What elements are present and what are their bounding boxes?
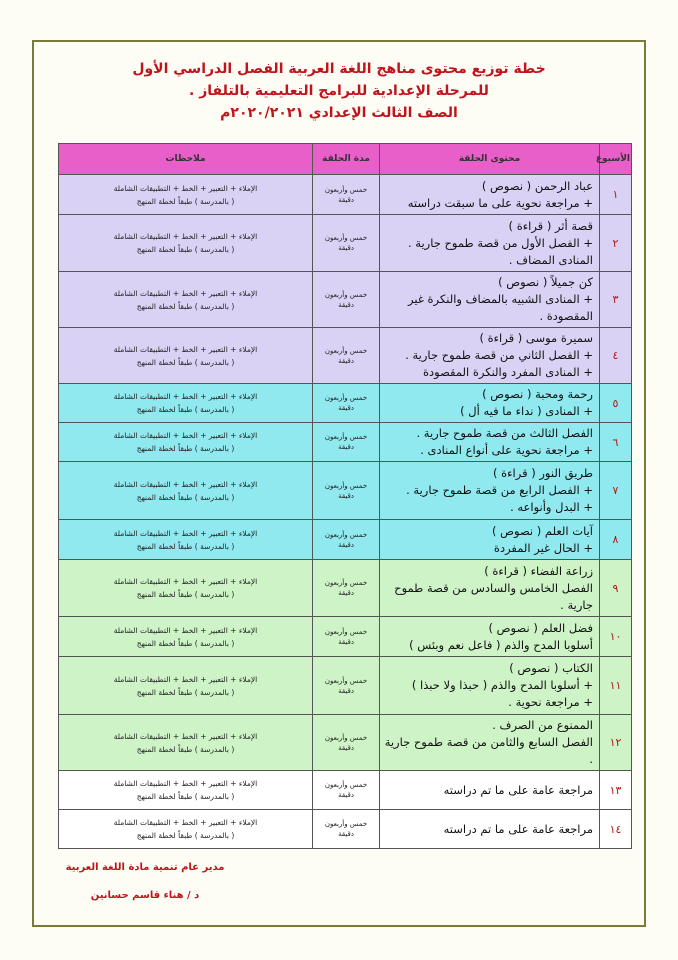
episode-content bbox=[380, 771, 600, 810]
content-line: مراجعة عامة على ما تم دراسته bbox=[443, 821, 593, 836]
week-number: ١١ bbox=[600, 657, 632, 715]
table-row bbox=[59, 328, 632, 384]
episode-content bbox=[380, 462, 600, 520]
duration-line: خمس وأربعون bbox=[324, 781, 368, 789]
content-line: + المنادى الشبيه بالمضاف والنكرة غير المقصودة . bbox=[408, 292, 593, 323]
content-line: زراعة الفضاء ( قراءة ) bbox=[484, 563, 593, 578]
notes-line: الإملاء + التعبير + الخط + التطبيقات الشاملة bbox=[113, 183, 258, 193]
episode-duration bbox=[313, 560, 380, 617]
duration-line: خمس وأربعون bbox=[324, 676, 368, 685]
notes-line: ( بالمدرسة ) طبقاً لخطة المنهج bbox=[136, 196, 235, 206]
notes-line: ( بالمدرسة ) طبقاً لخطة المنهج bbox=[136, 357, 235, 367]
notes-line: الإملاء + التعبير + الخط + التطبيقات الشاملة bbox=[113, 344, 258, 354]
notes-line: الإملاء + التعبير + الخط + التطبيقات الشاملة bbox=[113, 528, 258, 538]
notes-line: ( بالمدرسة ) طبقاً لخطة المنهج bbox=[136, 638, 235, 648]
table-row bbox=[59, 462, 632, 520]
week-number: ١٢ bbox=[600, 715, 632, 771]
notes-line: ( بالمدرسة ) طبقاً لخطة المنهج bbox=[136, 444, 235, 453]
episode-notes bbox=[59, 215, 313, 272]
episode-content bbox=[380, 423, 600, 462]
duration-line: خمس وأربعون bbox=[324, 820, 368, 828]
episode-content bbox=[380, 272, 600, 328]
duration-line: دقيقة bbox=[338, 589, 354, 597]
table-row bbox=[59, 657, 632, 715]
content-line: الكتاب ( نصوص ) bbox=[509, 661, 593, 675]
content-line: الفصل الخامس والسادس من قصة طموح جارية . bbox=[394, 580, 593, 612]
content-line: قصة أثر ( قراءة ) bbox=[508, 218, 593, 233]
notes-line: ( بالمدرسة ) طبقاً لخطة المنهج bbox=[136, 744, 235, 754]
content-line: سميرة موسى ( قراءة ) bbox=[479, 331, 593, 345]
notes-line: ( بالمدرسة ) طبقاً لخطة المنهج bbox=[136, 687, 235, 697]
duration-line: دقيقة bbox=[338, 491, 354, 500]
duration-line: خمس وأربعون bbox=[324, 234, 368, 242]
episode-duration bbox=[313, 520, 380, 560]
duration-line: دقيقة bbox=[338, 637, 354, 646]
content-line: مراجعة عامة على ما تم دراسته bbox=[443, 782, 593, 797]
week-number: ٥ bbox=[600, 384, 632, 423]
content-line: + أسلوبا المدح والذم ( حبذا ولا حبذا ) bbox=[411, 678, 593, 692]
table-row bbox=[59, 771, 632, 810]
duration-line: خمس وأربعون bbox=[324, 185, 368, 194]
episode-duration bbox=[313, 715, 380, 771]
content-line: كن جميلاً ( نصوص ) bbox=[498, 275, 593, 289]
notes-line: الإملاء + التعبير + الخط + التطبيقات الشاملة bbox=[113, 731, 258, 741]
duration-line: دقيقة bbox=[338, 244, 354, 252]
episode-duration bbox=[313, 328, 380, 384]
duration-line: خمس وأربعون bbox=[324, 433, 368, 441]
content-line: + الحال غير المفردة bbox=[493, 540, 593, 555]
episode-duration bbox=[313, 384, 380, 423]
notes-line: الإملاء + التعبير + الخط + التطبيقات الشاملة bbox=[113, 577, 258, 586]
notes-line: ( بالمدرسة ) طبقاً لخطة المنهج bbox=[136, 831, 235, 840]
document-header bbox=[40, 58, 638, 124]
notes-line: الإملاء + التعبير + الخط + التطبيقات الشاملة bbox=[113, 818, 258, 827]
duration-line: دقيقة bbox=[338, 443, 354, 451]
episode-content bbox=[380, 384, 600, 423]
episode-content bbox=[380, 520, 600, 560]
duration-line: دقيقة bbox=[338, 300, 354, 309]
notes-line: الإملاء + التعبير + الخط + التطبيقات الشاملة bbox=[113, 779, 258, 788]
curriculum-table bbox=[58, 143, 632, 849]
duration-line: خمس وأربعون bbox=[324, 579, 368, 587]
signature-role: مدير عام تنمية مادة اللغة العربية bbox=[65, 862, 225, 873]
notes-line: الإملاء + التعبير + الخط + التطبيقات الشاملة bbox=[113, 288, 258, 298]
notes-line: الإملاء + التعبير + الخط + التطبيقات الشاملة bbox=[113, 232, 258, 241]
week-number: ١٠ bbox=[600, 617, 632, 657]
signature-block bbox=[55, 854, 235, 910]
content-line: + المنادى ( نداء ما فيه أل ) bbox=[460, 404, 593, 418]
content-line: + البدل وأنواعه . bbox=[510, 500, 593, 514]
week-number: ٦ bbox=[600, 423, 632, 462]
notes-line: الإملاء + التعبير + الخط + التطبيقات الشاملة bbox=[113, 392, 258, 401]
duration-line: خمس وأربعون bbox=[324, 394, 368, 402]
episode-notes bbox=[59, 520, 313, 560]
title-line-2: للمرحلة الإعدادية للبرامج التعليمية بالتلفاز . bbox=[189, 83, 489, 99]
episode-notes bbox=[59, 384, 313, 423]
content-line: + الفصل الثاني من قصة طموح جارية . bbox=[405, 348, 593, 362]
episode-content bbox=[380, 657, 600, 715]
table-row bbox=[59, 520, 632, 560]
notes-line: ( بالمدرسة ) طبقاً لخطة المنهج bbox=[136, 405, 235, 414]
header-content: محتوى الحلقة bbox=[380, 144, 600, 175]
week-number: ٩ bbox=[600, 560, 632, 617]
table-body bbox=[59, 175, 632, 849]
episode-duration bbox=[313, 175, 380, 215]
content-line: + الفصل الأول من قصة طموح جارية . bbox=[408, 235, 593, 250]
duration-line: دقيقة bbox=[338, 540, 354, 549]
table-row bbox=[59, 715, 632, 771]
duration-line: دقيقة bbox=[338, 195, 354, 204]
notes-line: الإملاء + التعبير + الخط + التطبيقات الشاملة bbox=[113, 479, 258, 489]
notes-line: ( بالمدرسة ) طبقاً لخطة المنهج bbox=[136, 541, 235, 551]
episode-content bbox=[380, 617, 600, 657]
table-row bbox=[59, 175, 632, 215]
content-line: + مراجعة نحوية على أنواع المنادى . bbox=[420, 443, 593, 457]
notes-line: ( بالمدرسة ) طبقاً لخطة المنهج bbox=[136, 301, 235, 311]
episode-content bbox=[380, 810, 600, 849]
week-number: ١٤ bbox=[600, 810, 632, 849]
episode-content bbox=[380, 715, 600, 771]
episode-duration bbox=[313, 215, 380, 272]
episode-notes bbox=[59, 810, 313, 849]
duration-line: خمس وأربعون bbox=[324, 627, 368, 636]
duration-line: خمس وأربعون bbox=[324, 733, 368, 742]
notes-line: ( بالمدرسة ) طبقاً لخطة المنهج bbox=[136, 245, 235, 254]
content-line: + الفصل الرابع من قصة طموح جارية . bbox=[406, 483, 593, 497]
notes-line: ( بالمدرسة ) طبقاً لخطة المنهج bbox=[136, 492, 235, 502]
table-row bbox=[59, 215, 632, 272]
week-number: ١ bbox=[600, 175, 632, 215]
episode-duration bbox=[313, 272, 380, 328]
episode-notes bbox=[59, 617, 313, 657]
week-number: ٧ bbox=[600, 462, 632, 520]
header-duration: مدة الحلقة bbox=[313, 144, 380, 175]
content-line: الممنوع من الصرف . bbox=[492, 718, 593, 732]
content-line: رحمة ومحبة ( نصوص ) bbox=[482, 387, 593, 401]
notes-line: ( بالمدرسة ) طبقاً لخطة المنهج bbox=[136, 590, 235, 599]
duration-line: دقيقة bbox=[338, 686, 354, 695]
episode-duration bbox=[313, 462, 380, 520]
episode-duration bbox=[313, 423, 380, 462]
content-line: + مراجعة نحوية . bbox=[508, 695, 593, 709]
table-row bbox=[59, 810, 632, 849]
week-number: ٢ bbox=[600, 215, 632, 272]
table-header-row bbox=[59, 144, 632, 175]
notes-line: الإملاء + التعبير + الخط + التطبيقات الشاملة bbox=[113, 431, 258, 440]
episode-notes bbox=[59, 423, 313, 462]
duration-line: خمس وأربعون bbox=[324, 346, 368, 355]
episode-notes bbox=[59, 462, 313, 520]
week-number: ١٣ bbox=[600, 771, 632, 810]
episode-duration bbox=[313, 810, 380, 849]
episode-content bbox=[380, 328, 600, 384]
week-number: ٣ bbox=[600, 272, 632, 328]
episode-duration bbox=[313, 617, 380, 657]
header-week: الأسبوع bbox=[600, 144, 632, 175]
notes-line: الإملاء + التعبير + الخط + التطبيقات الشاملة bbox=[113, 625, 258, 635]
duration-line: خمس وأربعون bbox=[324, 481, 368, 490]
content-line: آيات العلم ( نصوص ) bbox=[491, 523, 593, 538]
episode-notes bbox=[59, 328, 313, 384]
episode-notes bbox=[59, 272, 313, 328]
episode-content bbox=[380, 175, 600, 215]
table-row bbox=[59, 617, 632, 657]
week-number: ٤ bbox=[600, 328, 632, 384]
content-line: عباد الرحمن ( نصوص ) bbox=[481, 178, 593, 193]
notes-line: ( بالمدرسة ) طبقاً لخطة المنهج bbox=[136, 792, 235, 801]
title-line-3: الصف الثالث الإعدادي ٢٠٢٠/٢٠٢١م bbox=[220, 105, 458, 121]
content-line: أسلوبا المدح والذم ( فاعل نعم وبئس ) bbox=[409, 637, 593, 652]
duration-line: دقيقة bbox=[338, 743, 354, 752]
title-line-1: خطة توزيع محتوى مناهج اللغة العربية الفصل الدراسي الأول bbox=[132, 61, 546, 77]
content-line: + المنادى المفرد والنكرة المقصودة bbox=[422, 365, 593, 379]
table-row bbox=[59, 272, 632, 328]
episode-content bbox=[380, 215, 600, 272]
episode-duration bbox=[313, 771, 380, 810]
table-row bbox=[59, 423, 632, 462]
notes-line: الإملاء + التعبير + الخط + التطبيقات الشاملة bbox=[113, 674, 258, 684]
week-number: ٨ bbox=[600, 520, 632, 560]
table-row bbox=[59, 384, 632, 423]
signature-name: د / هناء قاسم حسانين bbox=[90, 890, 200, 901]
duration-line: خمس وأربعون bbox=[324, 530, 368, 539]
episode-notes bbox=[59, 175, 313, 215]
table-row bbox=[59, 560, 632, 617]
episode-notes bbox=[59, 715, 313, 771]
content-line: فضل العلم ( نصوص ) bbox=[488, 620, 593, 635]
episode-duration bbox=[313, 657, 380, 715]
duration-line: دقيقة bbox=[338, 791, 354, 799]
episode-notes bbox=[59, 657, 313, 715]
duration-line: دقيقة bbox=[338, 404, 354, 412]
content-line: الفصل الثالث من قصة طموح جارية . bbox=[416, 426, 593, 440]
duration-line: دقيقة bbox=[338, 830, 354, 838]
content-line: + مراجعة نحوية على ما سبقت دراسته bbox=[407, 195, 593, 210]
header-notes: ملاحظات bbox=[59, 144, 313, 175]
episode-notes bbox=[59, 560, 313, 617]
content-line: الفصل السابع والثامن من قصة طموح جارية . bbox=[384, 735, 593, 766]
content-line: المنادى المضاف . bbox=[508, 252, 593, 267]
content-line: طريق النور ( قراءة ) bbox=[492, 466, 593, 480]
episode-content bbox=[380, 560, 600, 617]
duration-line: دقيقة bbox=[338, 356, 354, 365]
episode-notes bbox=[59, 771, 313, 810]
duration-line: خمس وأربعون bbox=[324, 290, 368, 299]
